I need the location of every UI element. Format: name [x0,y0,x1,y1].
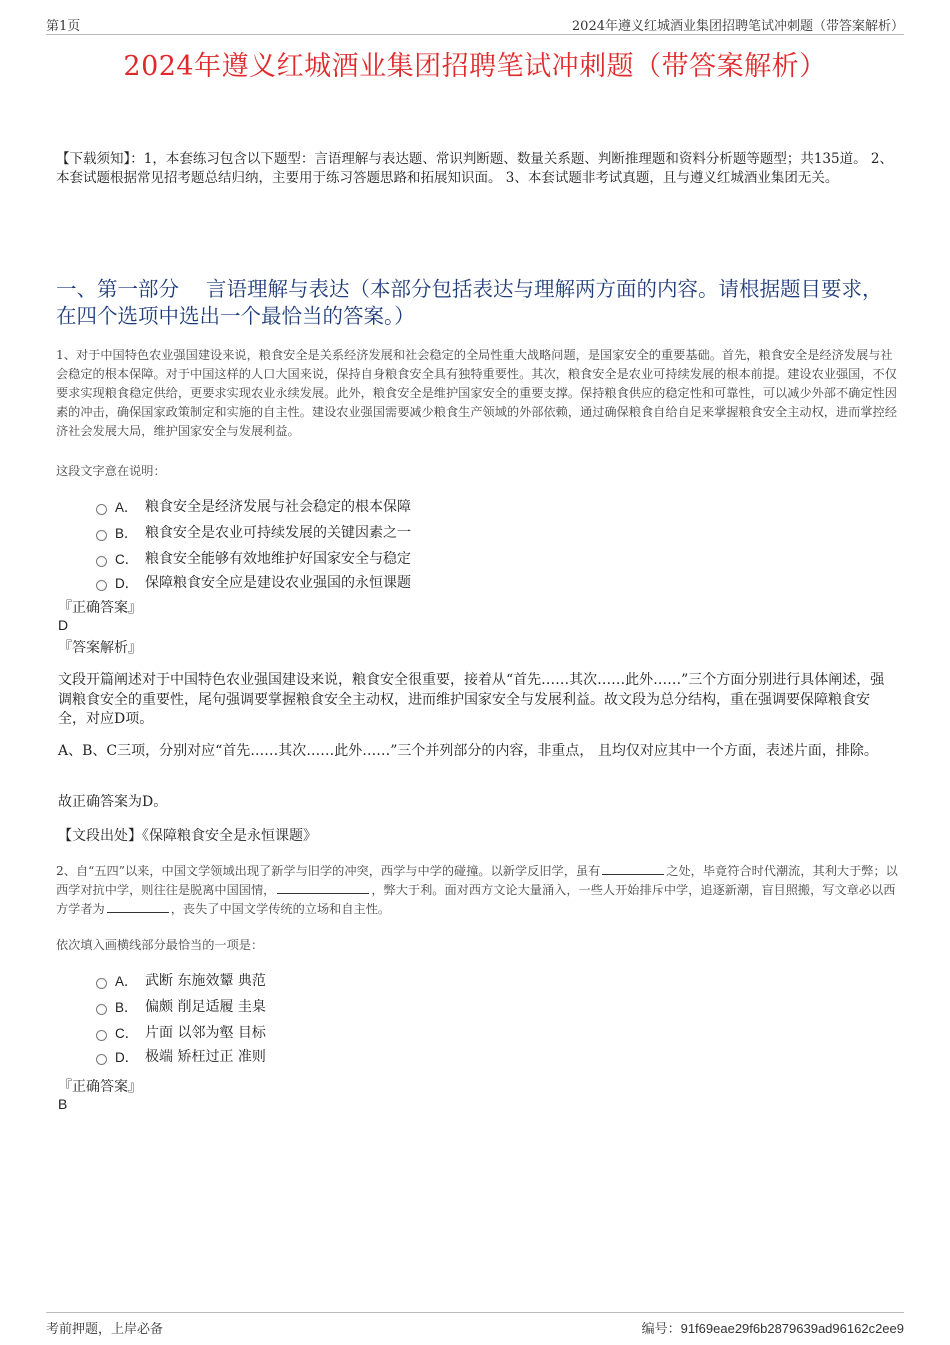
radio-icon[interactable] [96,504,107,515]
page-footer [46,1312,904,1339]
fill-blank [602,862,664,875]
question-1-options [96,493,411,593]
analysis-paragraph: 文段开篇阐述对于中国特色农业强国建设来说，粮食安全很重要，接着从“首先……其次……此外……”三个方面分别进行具体阐述，强调粮食安全的重要性，尾句强调要掌握粮食安全主动权，进而维护国家安全与发展利益。故文段为总分结构，重在强调要保障粮食安全，对应D项。 [58,672,885,727]
option-a[interactable]: A． 粮食安全是经济发展与社会稳定的根本保障 [96,493,411,519]
option-d[interactable]: D． 极端 矫枉过正 准则 [96,1045,266,1067]
radio-icon[interactable] [96,530,107,541]
answer-label: 『正确答案』 [58,600,142,616]
radio-icon[interactable] [96,1054,107,1065]
header-doc-title: 2024年遵义红城酒业集团招聘笔试冲刺题（带答案解析） [571,19,904,34]
page-header [46,14,904,35]
option-d[interactable]: D． 保障粮食安全应是建设农业强国的永恒课题 [96,571,411,593]
option-text: 粮食安全是农业可持续发展的关键因素之一 [145,525,411,541]
option-text: 极端 矫枉过正 准则 [145,1049,266,1065]
radio-icon[interactable] [96,580,107,591]
fill-blank [107,900,169,913]
option-b[interactable]: B． 偏颇 削足适履 圭臬 [96,993,266,1019]
question-1-text: 1、对于中国特色农业强国建设来说，粮食安全是关系经济发展和社会稳定的全局性重大战略问题，是国家安全的重要基础。首先，粮食安全是经济发展与社会稳定的根本保障。对于中国这样的人口大国来说，保持自身粮食安全具有独特重要性。其次，粮食安全是农业可持续发展的根本前提。建设农业强国，不仅要求实现粮食稳定供给，更要求实现农业永续发展。此外，粮食安全是维护国家安全的重要支撑。保持粮食供应的稳定性和可靠性，可以减少外部不确定性因素的冲击，确保国家政策制定和实施的自主性。建设农业强国需要减少粮食生产领域的外部依赖，通过确保粮食自给自足来掌握粮食安全主动权，进而掌控经济社会发展大局，维护国家安全与发展利益。 [56,348,897,438]
radio-icon[interactable] [96,1004,107,1015]
question-2-prompt: 依次填入画横线部分最恰当的一项是： [56,938,264,952]
question-2-text: 2、自“五四”以来，中国文学领域出现了新学与旧学的冲突，西学与中学的碰撞。以新学反旧学，虽有 之处，毕竟符合时代潮流，其利大于弊；以西学对抗中学，则往往是脱离中国国情， ，弊大于利。面对西方文论大量涌入，一些人开始排斥中学，追逐新潮，盲目照搬，写文章必以西方学者为 ，丧失了中国文学传统的立场和自主性。 [56,864,898,916]
option-text: 粮食安全能够有效地维护好国家安全与稳定 [145,551,411,567]
option-text: 片面 以邻为壑 目标 [145,1025,266,1041]
page-title: 2024年遵义红城酒业集团招聘笔试冲刺题（带答案解析） [123,51,827,82]
question-2-options [96,967,266,1067]
page-number: 第1页 [46,19,81,34]
analysis-label: 『答案解析』 [58,640,142,656]
fill-blank [277,881,369,894]
option-c[interactable]: C． 片面 以邻为壑 目标 [96,1019,266,1045]
answer-value: D [58,617,69,633]
radio-icon[interactable] [96,556,107,567]
option-c[interactable]: C． 粮食安全能够有效地维护好国家安全与稳定 [96,545,411,571]
option-text: 保障粮食安全应是建设农业强国的永恒课题 [145,575,411,591]
footer-slogan: 考前押题，上岸必备 [46,1322,164,1337]
analysis-paragraph: A、B、C三项，分别对应“首先……其次……此外……”三个并列部分的内容，非重点， 且均仅对应其中一个方面，表述片面，排除。 [58,743,878,759]
download-notice: 【下载须知】：1，本套练习包含以下题型：言语理解与表达题、常识判断题、数量关系题、判断推理题和资料分析题等题型；共135道。 2、本套试题根据常见招考题总结归纳，主要用于练习答题思路和拓展知识面。 3、本套试题非考试真题，且与遵义红城酒业集团无关。 [56,151,893,186]
option-text: 武断 东施效颦 典范 [145,973,266,989]
question-1-prompt: 这段文字意在说明： [56,464,166,478]
option-text: 偏颇 削足适履 圭臬 [145,999,266,1015]
option-b[interactable]: B． 粮食安全是农业可持续发展的关键因素之一 [96,519,411,545]
passage-source: 【文段出处】《保障粮食安全是永恒课题》 [58,828,317,844]
radio-icon[interactable] [96,978,107,989]
option-a[interactable]: A． 武断 东施效颦 典范 [96,967,266,993]
radio-icon[interactable] [96,1030,107,1041]
option-text: 粮食安全是经济发展与社会稳定的根本保障 [145,499,411,515]
answer-value: B [58,1096,68,1112]
document-id: 编号：91f69eae29f6b2879639ad96162c2ee9 [641,1321,904,1337]
section-heading: 一、第一部分 言语理解与表达（本部分包括表达与理解两方面的内容。请根据题目要求，在四个选项中选出一个最恰当的答案。） [56,277,883,328]
answer-label: 『正确答案』 [58,1079,142,1095]
analysis-conclusion: 故正确答案为D。 [58,794,168,810]
